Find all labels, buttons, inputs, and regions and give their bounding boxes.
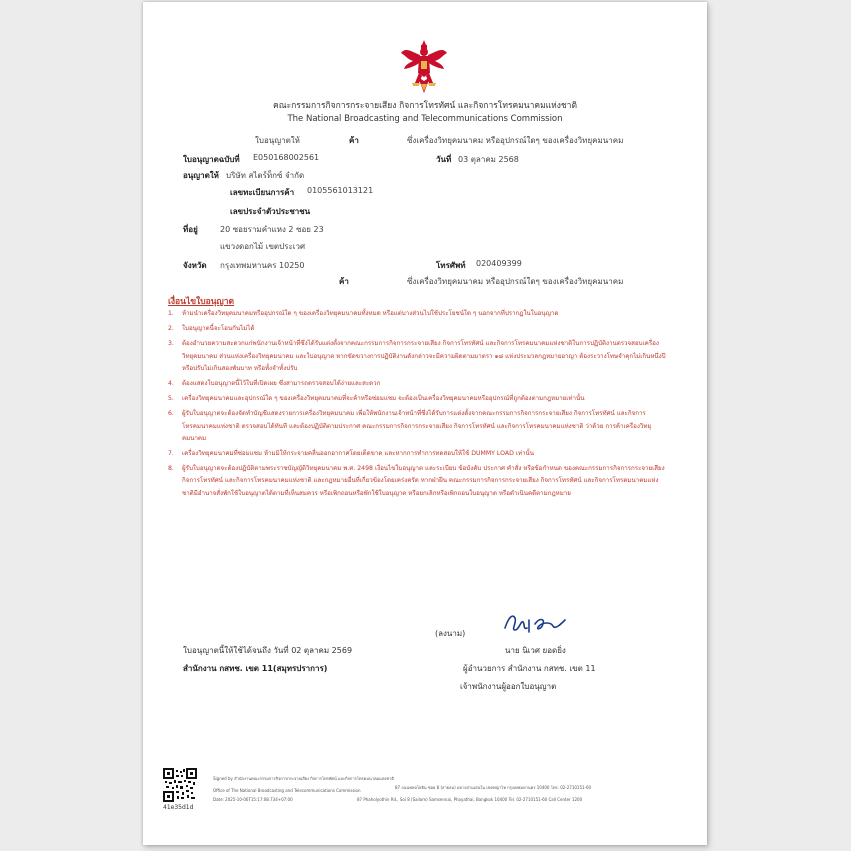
condition-number: 5. [168,395,174,403]
condition-text: ห้ามนำเครื่องวิทยุคมนาคมหรืออุปกรณ์ใด ๆ ของเครื่องวิทยุคมนาคมทั้งหมด หรือแต่บางส่วนไปใช้ประโยชน์ใด ๆ นอกจากที่ปรากฏในใบอนุญาต [182,310,559,317]
condition-item [168,378,668,390]
trade-label: ค้า [349,136,359,145]
condition-number: 3. [168,340,174,348]
license-document [143,2,707,845]
license-intro-label: ใบอนุญาตให้ [255,136,300,145]
handwritten-signature-icon [499,608,579,636]
grantee-label: อนุญาตให้ [183,171,219,180]
footer-address-thai: 87 ถนนพหลโยธิน ซอย 8 (สายลม) แขวงสามเสนใน เขตพญาไท กรุงเทพมหานคร 10400 โทร. 02-2710151-60 [395,785,592,790]
condition-item [168,448,668,460]
address-label: ที่อยู่ [183,225,198,234]
condition-item [168,393,668,405]
qr-code-label: 41e35d1d [163,804,194,811]
footer-address-english: 87 Phaholyothin Rd., Soi 8 (Sailom) Samsennai, Phayathai, Bangkok 10400 Tel. 02-2710151-60 Call Center 1200 [357,797,583,802]
condition-text: เครื่องวิทยุคมนาคมที่ซ่อมแซม ห้ามมิให้กระจายคลื่นออกอากาศโดยเด็ดขาด และหากการทำการทดสอบให้ใช้ DUMMY LOAD เท่านั้น [182,450,534,458]
condition-number: 4. [168,380,174,388]
condition-item [168,338,668,375]
condition-item [168,463,668,500]
license-number-value: E050168002561 [253,153,320,162]
address-line-2: แขวงดอกไม้ เขตประเวศ [220,242,306,251]
trade-value-2: ซึ่งเครื่องวิทยุคมนาคม หรืออุปกรณ์ใดๆ ของเครื่องวิทยุคมนาคม [407,277,624,286]
signed-by-english: Office of The National Broadcasting and Telecommunications Commission [213,788,361,793]
signer-name: นาย นิเวศ ยอดยิ่ง [505,646,566,655]
signed-date: Date: 2025-10-06T15:17:08.734+07:00 [213,797,293,802]
condition-text: เครื่องวิทยุคมนาคมและอุปกรณ์ใด ๆ ของเครื่องวิทยุคมนาคมที่จะค้าหรือซ่อมแซม จะต้องเป็นเครื่องวิทยุคมนาคมหรืออุปกรณ์ที่ถูกต้องตามกฎหมายเท่านั้น [182,395,585,403]
signed-by-thai: Signed by สำนักงานคณะกรรมการกิจการกระจายเสียง กิจการโทรทัศน์ และกิจการโทรคมนาคมแห่งชาติ [213,776,394,781]
qr-code-icon [163,768,197,802]
org-name-thai: คณะกรรมการกิจการกระจายเสียง กิจการโทรทัศน์ และกิจการโทรคมนาคมแห่งชาติ [273,101,577,111]
issue-date-label: วันที่ [436,155,452,164]
license-number-label: ใบอนุญาตฉบับที่ [183,155,240,164]
issue-date-value: 03 ตุลาคม 2568 [458,155,519,164]
grantee-value: บริษัท สไตร์ท็กซ์ จำกัด [226,171,305,180]
condition-number: 6. [168,410,174,418]
condition-number: 2. [168,325,174,333]
condition-item [168,308,668,320]
condition-text: ผู้รับใบอนุญาตจะต้องปฏิบัติตามพระราชบัญญัติวิทยุคมนาคม พ.ศ. 2498 เงื่อนไขใบอนุญาต และระเบียบ ข้อบังคับ ประกาศ คำสั่ง หรือข้อกำหนด ของคณะกรรมการกิจการกระจายเสียง กิจการโทรทัศน์ และกิจการโทรคมนาคมแห่งชาติ และกฎหมายอื่นที่เกี่ยวข้องโดยเคร่งครัด หากฝ่าฝืน คณะกรรมการกิจการกระจายเสียง กิจการโทรทัศน์ และกิจการโทรคมนาคมแห่งชาติมีอำนาจสั่งพักใช้ใบอนุญาตได้ตามที่เห็นสมควร หรือเพิกถอนหรือพักใช้ใบอนุญาต หรือยกเลิกหรือเพิกถอนใบอนุญาต หรือดำเนินคดีตามกฎหมาย [182,465,665,497]
condition-number: 7. [168,450,174,458]
sign-label: (ลงนาม) [435,629,466,638]
condition-text: ผู้รับใบอนุญาตจะต้องจัดทำบัญชีแสดงรายการเครื่องวิทยุคมนาคม เพื่อให้พนักงานเจ้าหน้าที่ซึ่งได้รับการแต่งตั้งจากคณะกรรมการกิจการกระจายเสียง กิจการโทรทัศน์ และกิจการโทรคมนาคมแห่งชาติ ตรวจสอบได้ทันที และต้องปฏิบัติตามประกาศ คณะกรรมการกิจการกระจายเสียง กิจการโทรทัศน์ และกิจการโทรคมนาคมแห่งชาติ ว่าด้วย การค้าเครื่องวิทยุคมนาคม [182,410,652,442]
signer-role: เจ้าพนักงานผู้ออกใบอนุญาต [460,682,557,691]
condition-text: ต้องแสดงใบอนุญาตนี้ไว้ในที่เปิดเผย ซึ่งสามารถตรวจสอบได้ง่ายและสะดวก [182,380,381,388]
valid-until-text: ใบอนุญาตนี้ให้ใช้ได้จนถึง วันที่ 02 ตุลาคม 2569 [183,646,353,655]
citizen-id-label: เลขประจำตัวประชาชน [230,207,311,216]
address-line-1: 20 ซอยรามคำแหง 2 ซอย 23 [220,225,324,234]
condition-number: 8. [168,465,174,473]
trade-registration-label: เลขทะเบียนการค้า [230,188,295,197]
province-label: จังหวัด [183,261,207,270]
conditions-title: เงื่อนไขใบอนุญาต [168,297,235,307]
conditions-list [168,308,668,503]
phone-label: โทรศัพท์ [436,261,466,270]
garuda-emblem-icon [399,39,449,95]
province-value: กรุงเทพมหานคร 10250 [220,261,305,270]
trade-label-2: ค้า [339,277,349,286]
condition-text: ใบอนุญาตนี้จะโอนกันไม่ได้ [182,325,255,333]
condition-text: ต้องอำนวยความสะดวกแก่พนักงานเจ้าหน้าที่ซึ่งได้รับแต่งตั้งจากคณะกรรมการกิจการกระจายเสียง กิจการโทรทัศน์ และกิจการโทรคมนาคมแห่งชาติในการปฏิบัติงานตรวจสอบเครื่องวิทยุคมนาคม ส่วนแห่งเครื่องวิทยุคมนาคม และใบอนุญาต หากขัดขวางการปฏิบัติงานดังกล่าวจะมีความผิดตามมาตรา ๑๘ แห่งประมวลกฎหมายอาญา ต้องระวางโทษจำคุกไม่เกินหนึ่งปี หรือปรับไม่เกินสองพันบาท หรือทั้งจำทั้งปรับ [182,340,666,372]
issuing-office: สำนักงาน กสทช. เขต 11(สมุทรปราการ) [183,664,328,673]
org-name-english: The National Broadcasting and Telecommunications Commission [287,114,563,124]
condition-item [168,323,668,335]
condition-number: 1. [168,310,174,317]
phone-value: 020409399 [476,259,522,268]
signer-title: ผู้อำนวยการ สำนักงาน กสทช. เขต 11 [463,664,596,673]
condition-item [168,408,668,445]
trade-value: ซึ่งเครื่องวิทยุคมนาคม หรืออุปกรณ์ใดๆ ของเครื่องวิทยุคมนาคม [407,136,624,145]
trade-registration-value: 0105561013121 [307,186,374,195]
